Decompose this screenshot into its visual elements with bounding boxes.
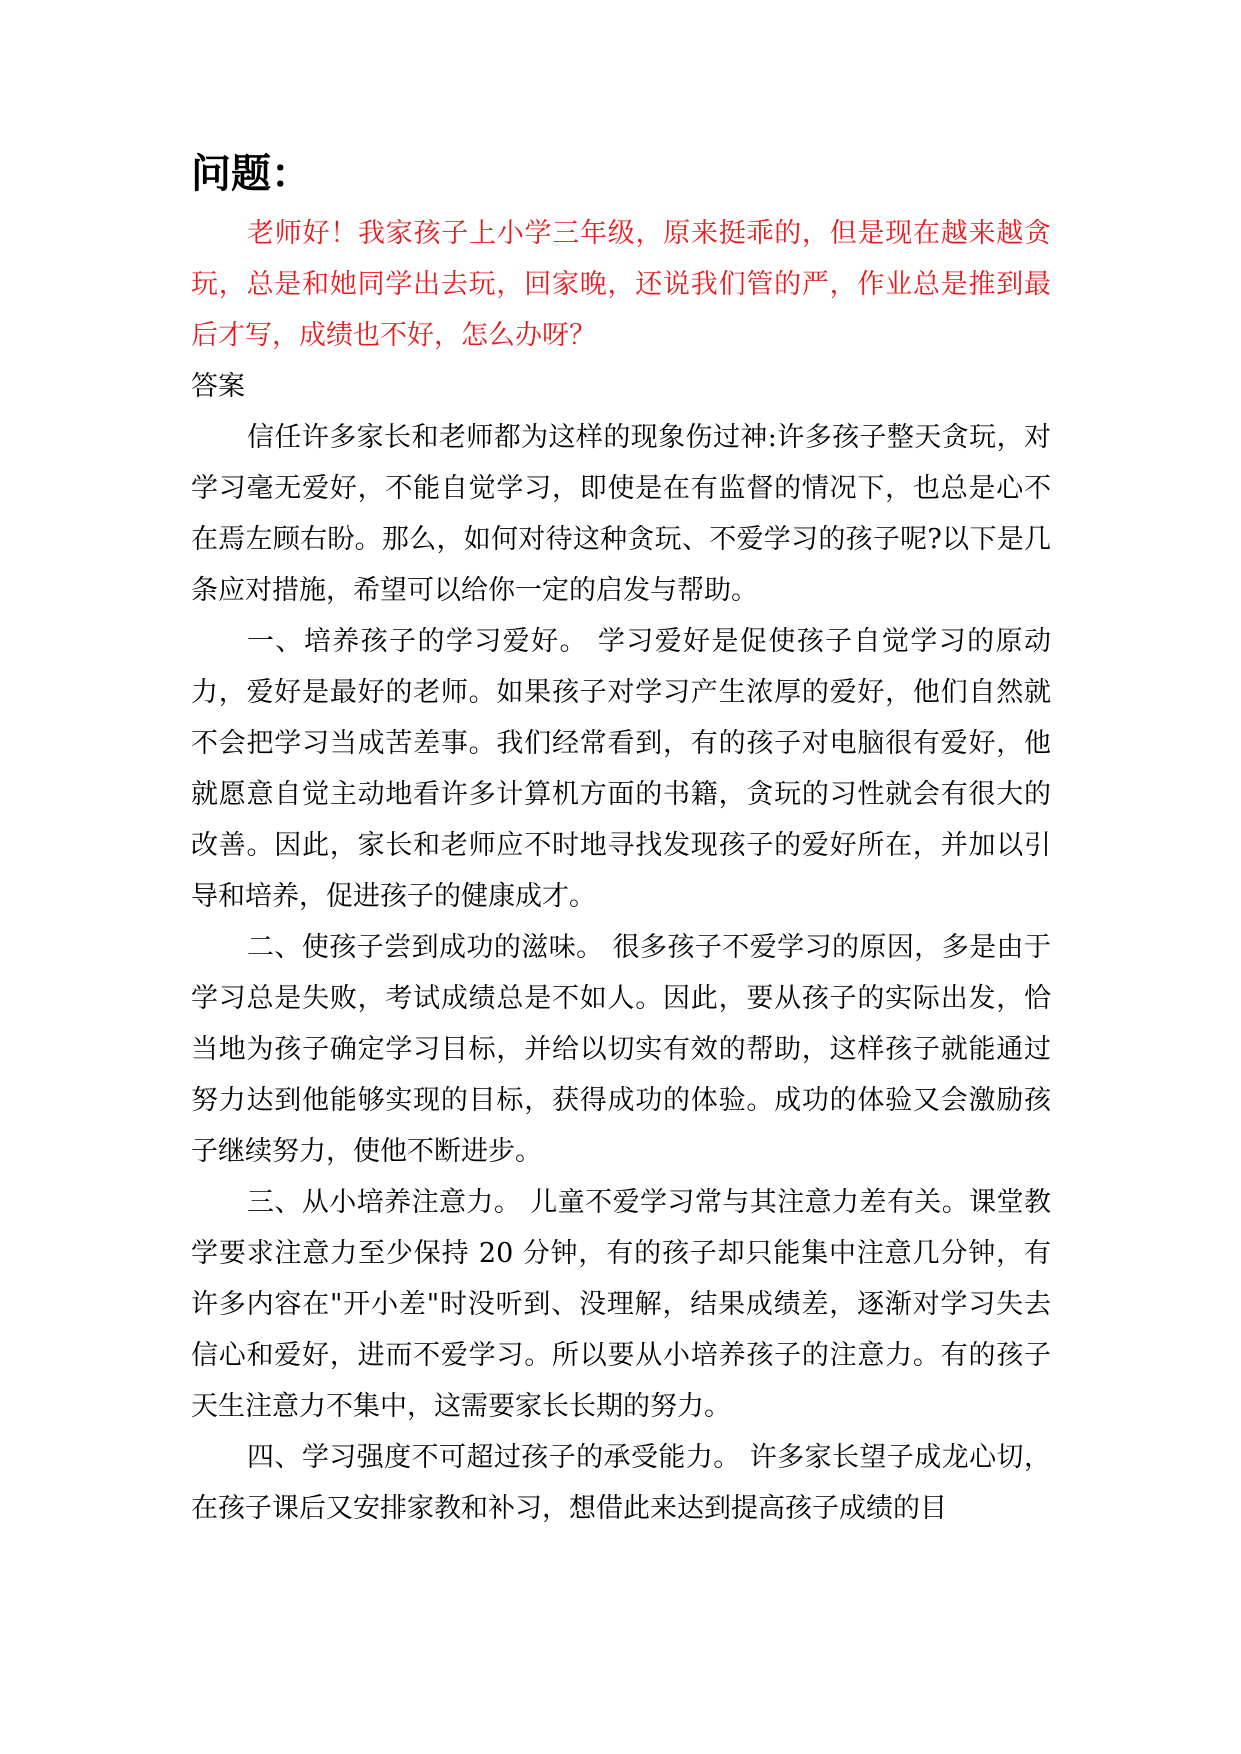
answer-paragraph-4: 四、学习强度不可超过孩子的承受能力。 许多家长望子成龙心切，在孩子课后又安排家教和补习，想借此来达到提高孩子成绩的目 [191, 1442, 1051, 1524]
question-heading: 问题： [191, 150, 311, 197]
answer-paragraph-2: 二、使孩子尝到成功的滋味。 很多孩子不爱学习的原因，多是由于学习总是失败，考试成绩总是不如人。因此，要从孩子的实际出发，恰当地为孩子确定学习目标，并给以切实有效的帮助，这样孩子就能通过努力达到他能够实现的目标，获得成功的体验。成功的体验又会激励孩子继续努力，使他不断进步。 [191, 932, 1051, 1167]
answer-label: 答案 [191, 371, 245, 402]
document-page [191, 148, 1051, 1534]
answer-paragraph-1: 一、培养孩子的学习爱好。 学习爱好是促使孩子自觉学习的原动力，爱好是最好的老师。如果孩子对学习产生浓厚的爱好，他们自然就不会把学习当成苦差事。我们经常看到，有的孩子对电脑很有爱好，他就愿意自觉主动地看许多计算机方面的书籍，贪玩的习性就会有很大的改善。因此，家长和老师应不时地寻找发现孩子的爱好所在，并加以引导和培养，促进孩子的健康成才。 [191, 626, 1051, 912]
answer-paragraph-3: 三、从小培养注意力。 儿童不爱学习常与其注意力差有关。课堂教学要求注意力至少保持 20 分钟，有的孩子却只能集中注意几分钟，有许多内容在"开小差"时没听到、没理解，结果成绩差，逐渐对学习失去信心和爱好，进而不爱学习。所以要从小培养孩子的注意力。有的孩子天生注意力不集中，这需要家长长期的努力。 [191, 1187, 1051, 1422]
question-text: 老师好！我家孩子上小学三年级，原来挺乖的，但是现在越来越贪玩，总是和她同学出去玩，回家晚，还说我们管的严，作业总是推到最后才写，成绩也不好，怎么办呀？ [191, 218, 1051, 351]
answer-paragraph-intro: 信任许多家长和老师都为这样的现象伤过神:许多孩子整天贪玩，对学习毫无爱好，不能自觉学习，即使是在有监督的情况下，也总是心不在焉左顾右盼。那么，如何对待这种贪玩、不爱学习的孩子呢?以下是几条应对措施，希望可以给你一定的启发与帮助。 [191, 422, 1051, 606]
